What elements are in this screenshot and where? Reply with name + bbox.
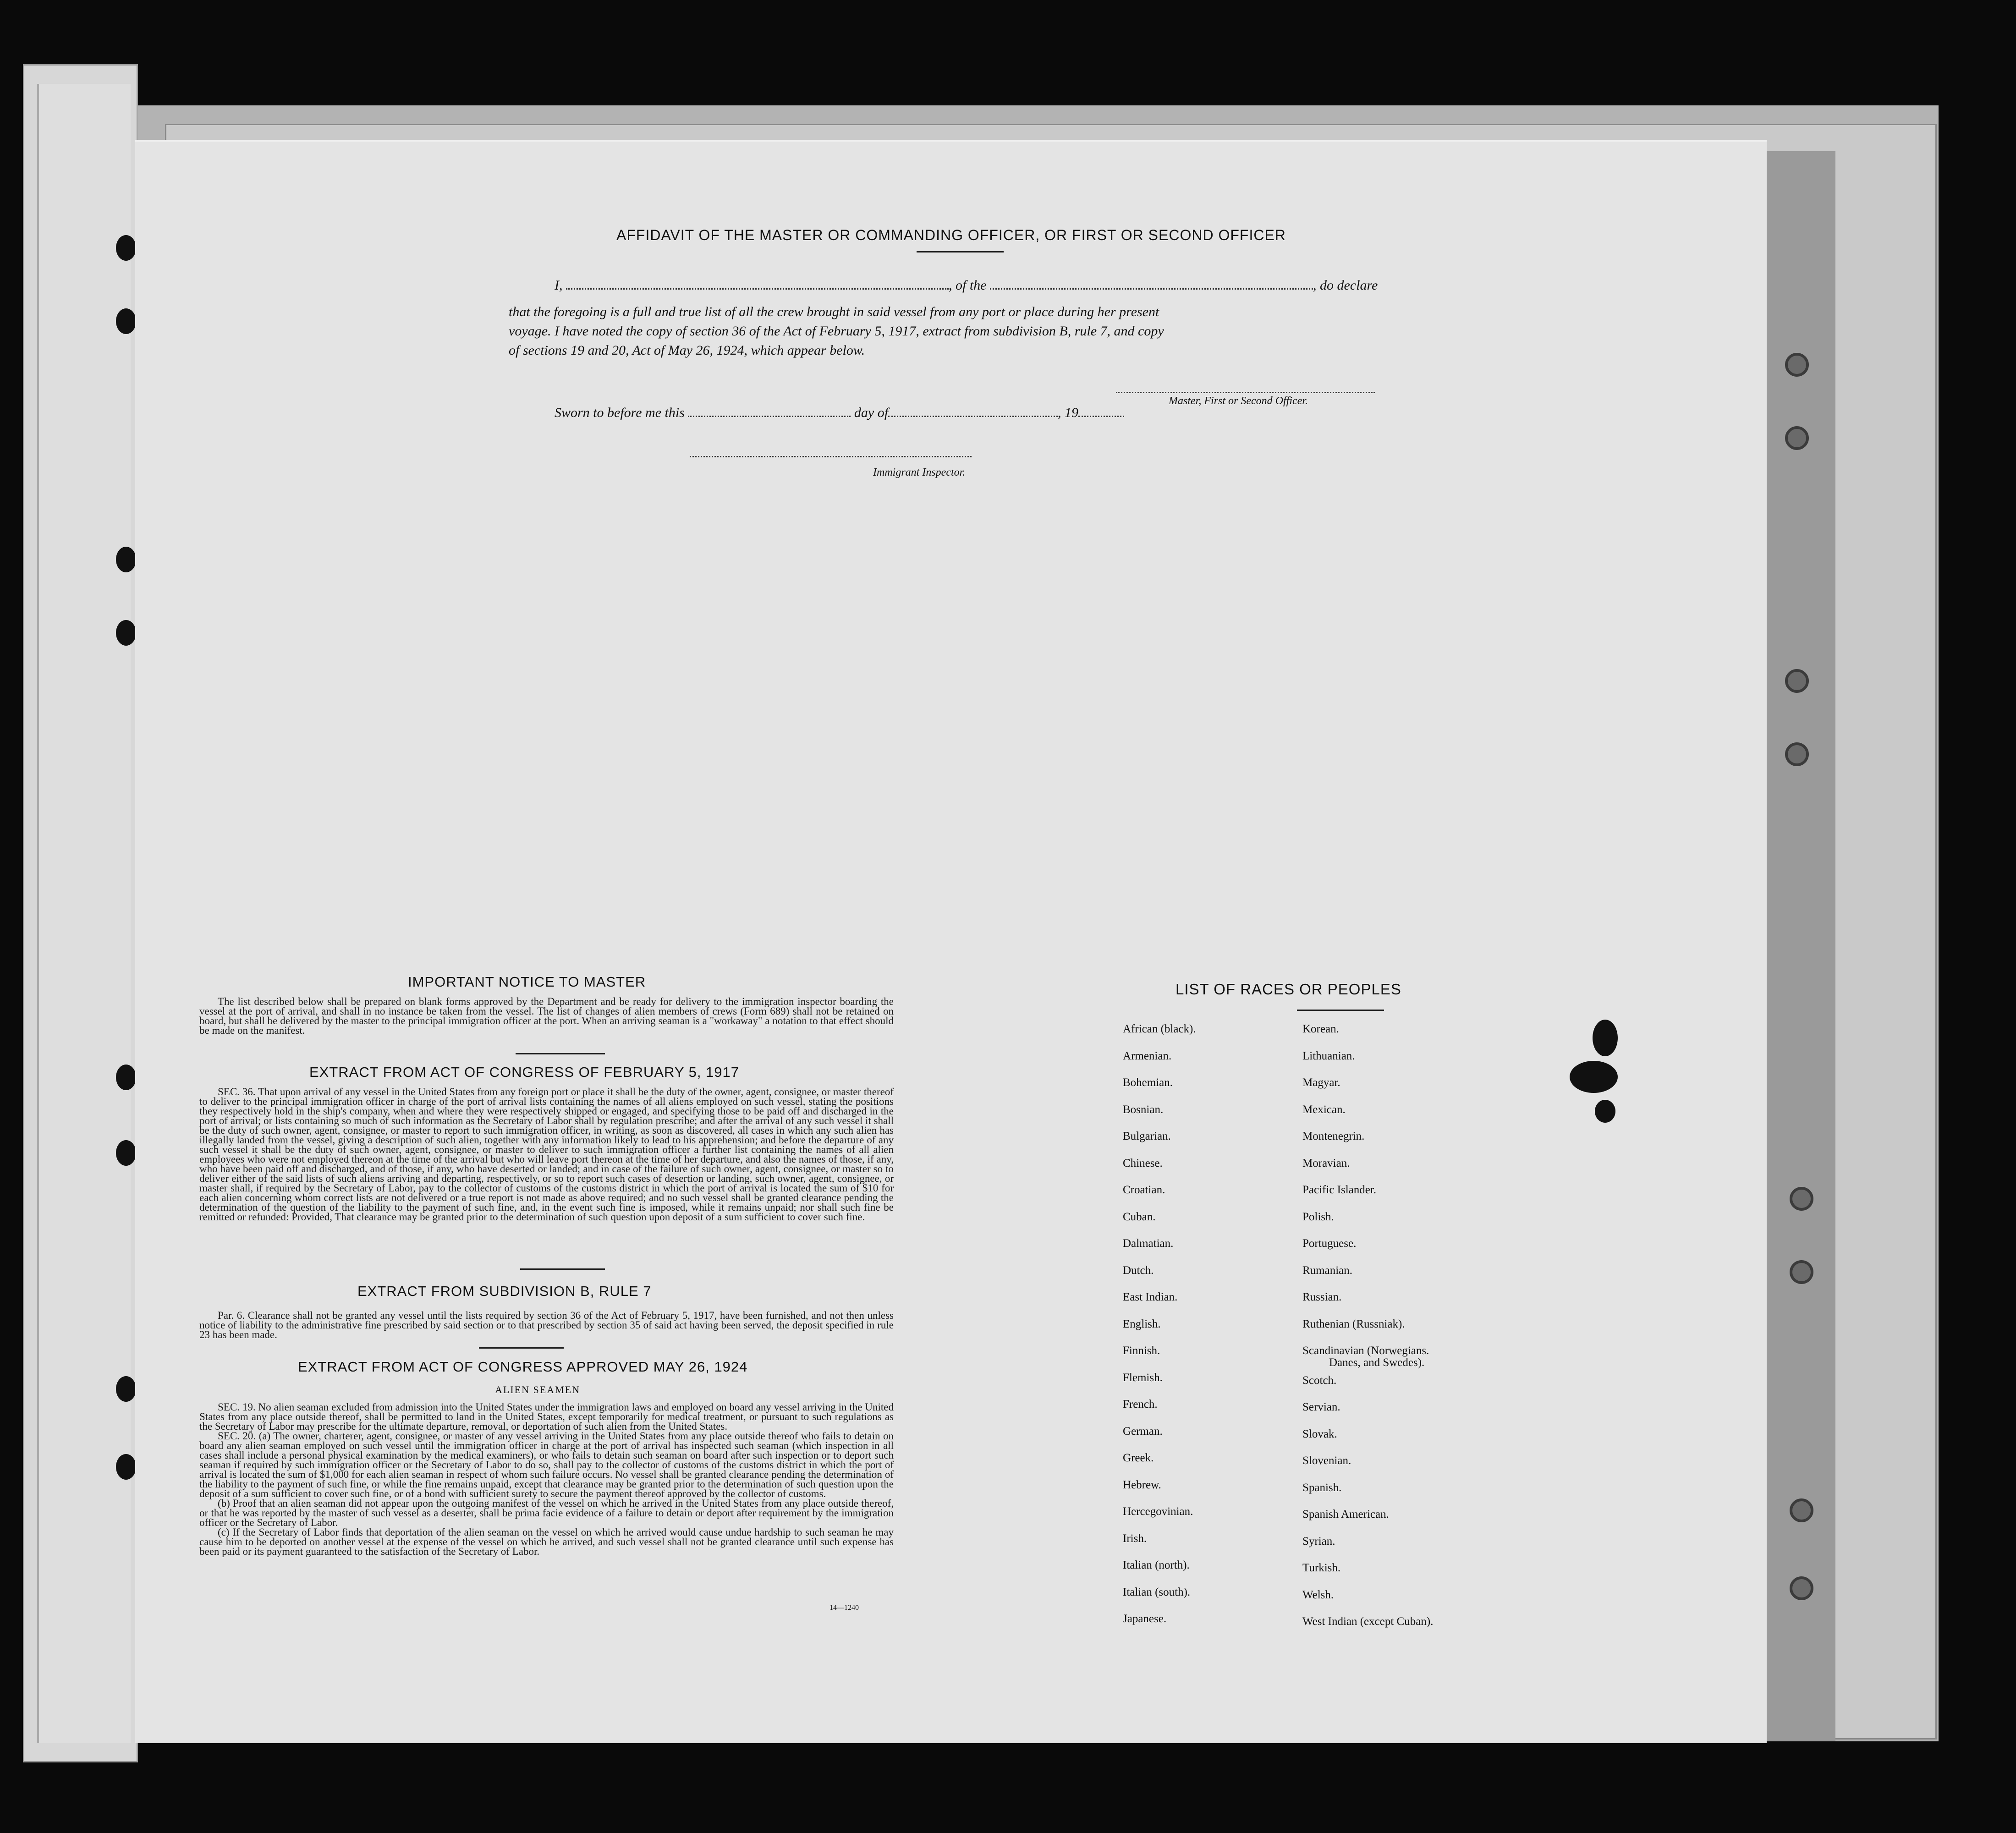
master-signature-label: Master, First or Second Officer. [1169,395,1308,407]
race-item: Armenian. [1123,1049,1172,1062]
extract-1917-text: SEC. 36. That upon arrival of any vessel in the United States from any foreign port or place it shall be the duty of the owner, agent, consignee, or master thereof to deliver to the principal immigration officer in charge of the port of arrival lists containing the names of all aliens employed on such vessel, stating the positions they respectively hold in the ship's company, when and where they were respectively shipped or engaged, and specifying those to be paid off and discharged in the port of arrival; or lists containing so much of such information as the Secretary of Labor shall by regulation prescribe; and after the arrival of any such vessel it shall be the duty of such owner, agent, consignee, or master to report to such immigration officer, in writing, as soon as discovered, all cases in which any such alien has illegally landed from the vessel, giving a description of such alien, together with any information likely to lead to his apprehension; and before the departure of any such vessel it shall be the duty of such owner, agent, consignee, or master to deliver to such immigration officer a further list containing the names of all alien employees who were not employed thereon at the time of the arrival but who will leave port thereon at the time of her departure, and also the names of those, if any, who have been paid off and discharged, and of those, if any, who have deserted or landed; and in case of the failure of such owner, agent, consignee, or master so to deliver either of the said lists of such aliens arriving and departing, respectively, or so to report such cases of desertion or landing, such owner, agent, consignee, or master shall, if required by the Secretary of Labor, pay to the collector of customs of the customs district in which the port of arrival is located the sum of $10 for each alien concerning whom correct lists are not delivered or a true report is not made as above required; and no such vessel shall be granted clearance pending the determination of the question of the liability to the payment of such fine, and, in the event such fine is imposed, while it remains unpaid; nor shall such fine be remitted or refunded: Provided, That clearance may be granted prior to the determination of such question upon deposit of a sum sufficient to cover such fine. [199,1086,894,1223]
sec20c-text: (c) If the Secretary of Labor finds that deportation of the alien seaman on the vessel on which he arrived would cause undue hardship to such seaman he may cause him to be deported on another vessel at the expense of the vessel on which he arrived, and such vessel shall not be granted clearance until such expense has been paid or its payment guaranteed to the satisfaction of the Secretary of Labor. [199,1526,894,1557]
race-item: Flemish. [1123,1371,1163,1384]
race-item: Hercegovinian. [1123,1505,1193,1518]
extract-1917-title: EXTRACT FROM ACT OF CONGRESS OF FEBRUARY 5, 1917 [309,1064,740,1080]
form-number: 14—1240 [829,1604,859,1612]
notice-title: IMPORTANT NOTICE TO MASTER [408,974,646,990]
sworn-prefix: Sworn to before me this [555,405,685,420]
affidavit-line: voyage. I have noted the copy of section 36 of the Act of February 5, 1917, extract from subdivision B, rule 7, and copy [509,324,1164,339]
sworn-year-blank[interactable] [1078,405,1124,417]
race-item: Japanese. [1123,1613,1167,1625]
race-item: Welsh. [1302,1588,1334,1601]
race-item: Syrian. [1302,1535,1335,1548]
left-binder-strip-inner [37,84,131,1743]
vessel-blank[interactable] [990,277,1313,290]
race-item: Hebrew. [1123,1478,1161,1491]
declarant-prefix: I, [555,278,563,293]
race-item: Cuban. [1123,1210,1156,1223]
page-hole [1790,1260,1813,1284]
race-item: Moravian. [1302,1157,1350,1169]
race-item: Spanish American. [1302,1508,1389,1520]
page-hole [1790,1498,1813,1522]
page-hole [1785,669,1809,693]
race-item: Bulgarian. [1123,1130,1171,1142]
inspector-signature-line[interactable] [690,447,972,457]
race-item: Montenegrin. [1302,1130,1365,1142]
page-hole [1790,1187,1813,1211]
sworn-month-blank[interactable] [888,405,1058,417]
affidavit-title: AFFIDAVIT OF THE MASTER OR COMMANDING OFFICER, OR FIRST OR SECOND OFFICER [616,227,1286,243]
race-item-continuation: Danes, and Swedes). [1329,1356,1425,1369]
race-item: Bohemian. [1123,1076,1173,1089]
race-item: Italian (south). [1123,1586,1191,1598]
page-hole [1785,742,1809,766]
race-item: Rumanian. [1302,1264,1353,1277]
declarant-line [555,277,1378,293]
page-hole [1785,426,1809,450]
extract-1924-text [199,1402,894,1556]
races-title: LIST OF RACES OR PEOPLES [1176,981,1401,998]
race-item: Magyar. [1302,1076,1340,1089]
sworn-year-label: , 19 [1058,405,1079,420]
binder-hole [116,1065,136,1090]
affidavit-line: of sections 19 and 20, Act of May 26, 1924, which appear below. [509,343,865,358]
underlying-page-edge [1767,151,1835,1741]
section-divider [520,1268,605,1270]
race-item: Dalmatian. [1123,1237,1174,1250]
declare-label: , do declare [1313,278,1378,293]
race-item: Lithuanian. [1302,1049,1355,1062]
sec20b-text: (b) Proof that an alien seaman did not appear upon the outgoing manifest of the vessel on which he arrived in the United States from any place outside thereof, or that he was reported by the master of such vessel as a deserter, shall be prima facie evidence of a failure to detain or deport after requirement by the immigration officer or the Secretary of Labor. [199,1498,894,1528]
race-item: Bosnian. [1123,1103,1164,1116]
sec19-text: SEC. 19. No alien seaman excluded from admission into the United States under the immigration laws and employed on board any vessel arriving in the United States from any place outside thereof, shall be permitted to land in the United States, except temporarily for medical treatment, or pursuant to such regulations as the Secretary of Labor may prescribe for the ultimate departure, removal, or deportation of such alien from the United States. [199,1401,894,1432]
race-item: Spanish. [1302,1481,1342,1494]
race-item: West Indian (except Cuban). [1302,1615,1434,1628]
race-item: German. [1123,1425,1163,1438]
race-item: Ruthenian (Russniak). [1302,1317,1405,1330]
page-hole [1785,353,1809,377]
race-item: Mexican. [1302,1103,1346,1116]
sworn-line [555,405,1124,421]
race-item: Greek. [1123,1452,1154,1464]
binder-hole [116,620,136,646]
race-item: Finnish. [1123,1345,1160,1357]
notice-text: The list described below shall be prepared on blank forms approved by the Department and be ready for delivery to the immigration inspector boarding the vessel at the port of arrival, and shall in no instance be taken from the vessel. The list of changes of alien members of crews (Form 689) shall not be retained on board, but shall be delivered by the master to the principal immigration officer at the port. When an arriving seaman is a "workaway" a notation to that effect should be made on the manifest. [199,996,894,1036]
ink-stain [1595,1100,1615,1123]
sec20a-text: SEC. 20. (a) The owner, charterer, agent, consignee, or master of any vessel arriving in the United States from any place outside thereof who fails to detain on board any alien seaman employed on such vessel until the immigration officer in charge at the port of arrival has inspected such seaman (which inspection in all cases shall include a personal physical examination by the medical examiners), or who fails to detain such seaman on board after such inspection or to deport such seaman if required by such immigration officer or the Secretary of Labor to do so, shall pay to the collector of customs of the customs district in which the port of arrival is located the sum of $1,000 for each alien seaman in respect of whom such failure occurs. No vessel shall be granted clearance pending the determination of the liability to the payment of such fine, or while the fine remains unpaid, except that clearance may be granted prior to the determination of such question upon the deposit of a sum sufficient to cover such fine, or of a bond with sufficient surety to secure the payment thereof approved by the collector of customs. [199,1430,894,1499]
ink-stain [1593,1020,1618,1056]
page-hole [1790,1576,1813,1600]
alien-seamen-subtitle: ALIEN SEAMEN [495,1384,580,1395]
rule7-title: EXTRACT FROM SUBDIVISION B, RULE 7 [357,1283,652,1299]
inspector-label: Immigrant Inspector. [873,466,966,478]
binder-hole [116,547,136,572]
binder-hole [116,308,136,334]
race-item: Irish. [1123,1532,1147,1545]
races-divider [1297,1010,1384,1011]
of-the-label: , of the [949,278,987,293]
binder-hole [116,1140,136,1166]
title-divider [917,251,1004,252]
race-item: Scotch. [1302,1374,1337,1387]
race-item: Pacific Islander. [1302,1184,1377,1196]
race-item: Russian. [1302,1291,1342,1303]
ink-stain [1570,1061,1618,1093]
race-item: Polish. [1302,1210,1334,1223]
name-blank[interactable] [566,277,949,290]
affidavit-line: that the foregoing is a full and true list of all the crew brought in said vessel from any port or place during her present [509,304,1159,319]
race-item: English. [1123,1317,1161,1330]
section-divider [516,1053,605,1054]
race-item: Croatian. [1123,1184,1165,1196]
race-item: Servian. [1302,1401,1340,1413]
race-item: Korean. [1302,1023,1339,1035]
master-signature-line[interactable] [1116,383,1375,393]
binder-hole [116,1454,136,1480]
race-item: Dutch. [1123,1264,1154,1277]
affidavit-body [509,302,1407,360]
rule7-text: Par. 6. Clearance shall not be granted any vessel until the lists required by section 36 of the Act of February 5, 1917, have been furnished, and not then unless notice of liability to the administrative fine prescribed by said section or to that prescribed by section 35 of said act having been served, the deposit specified in rule 23 has been made. [199,1310,894,1340]
sworn-day-label: day of [854,405,889,420]
race-item: Turkish. [1302,1562,1341,1574]
race-item: Slovenian. [1302,1454,1351,1467]
left-binder-strip [23,64,138,1762]
sworn-day-blank[interactable] [688,405,851,417]
race-item: Portuguese. [1302,1237,1357,1250]
race-item: Chinese. [1123,1157,1163,1169]
section-divider [479,1347,564,1349]
race-item: African (black). [1123,1023,1196,1035]
race-item: Italian (north). [1123,1559,1190,1571]
extract-1924-title: EXTRACT FROM ACT OF CONGRESS APPROVED MAY 26, 1924 [298,1359,748,1375]
binder-hole [116,235,136,261]
race-item: Slovak. [1302,1427,1337,1440]
race-item: French. [1123,1398,1158,1410]
race-item: Scandinavian (Norwegians. [1302,1345,1429,1357]
binder-hole [116,1376,136,1402]
race-item: East Indian. [1123,1291,1178,1303]
